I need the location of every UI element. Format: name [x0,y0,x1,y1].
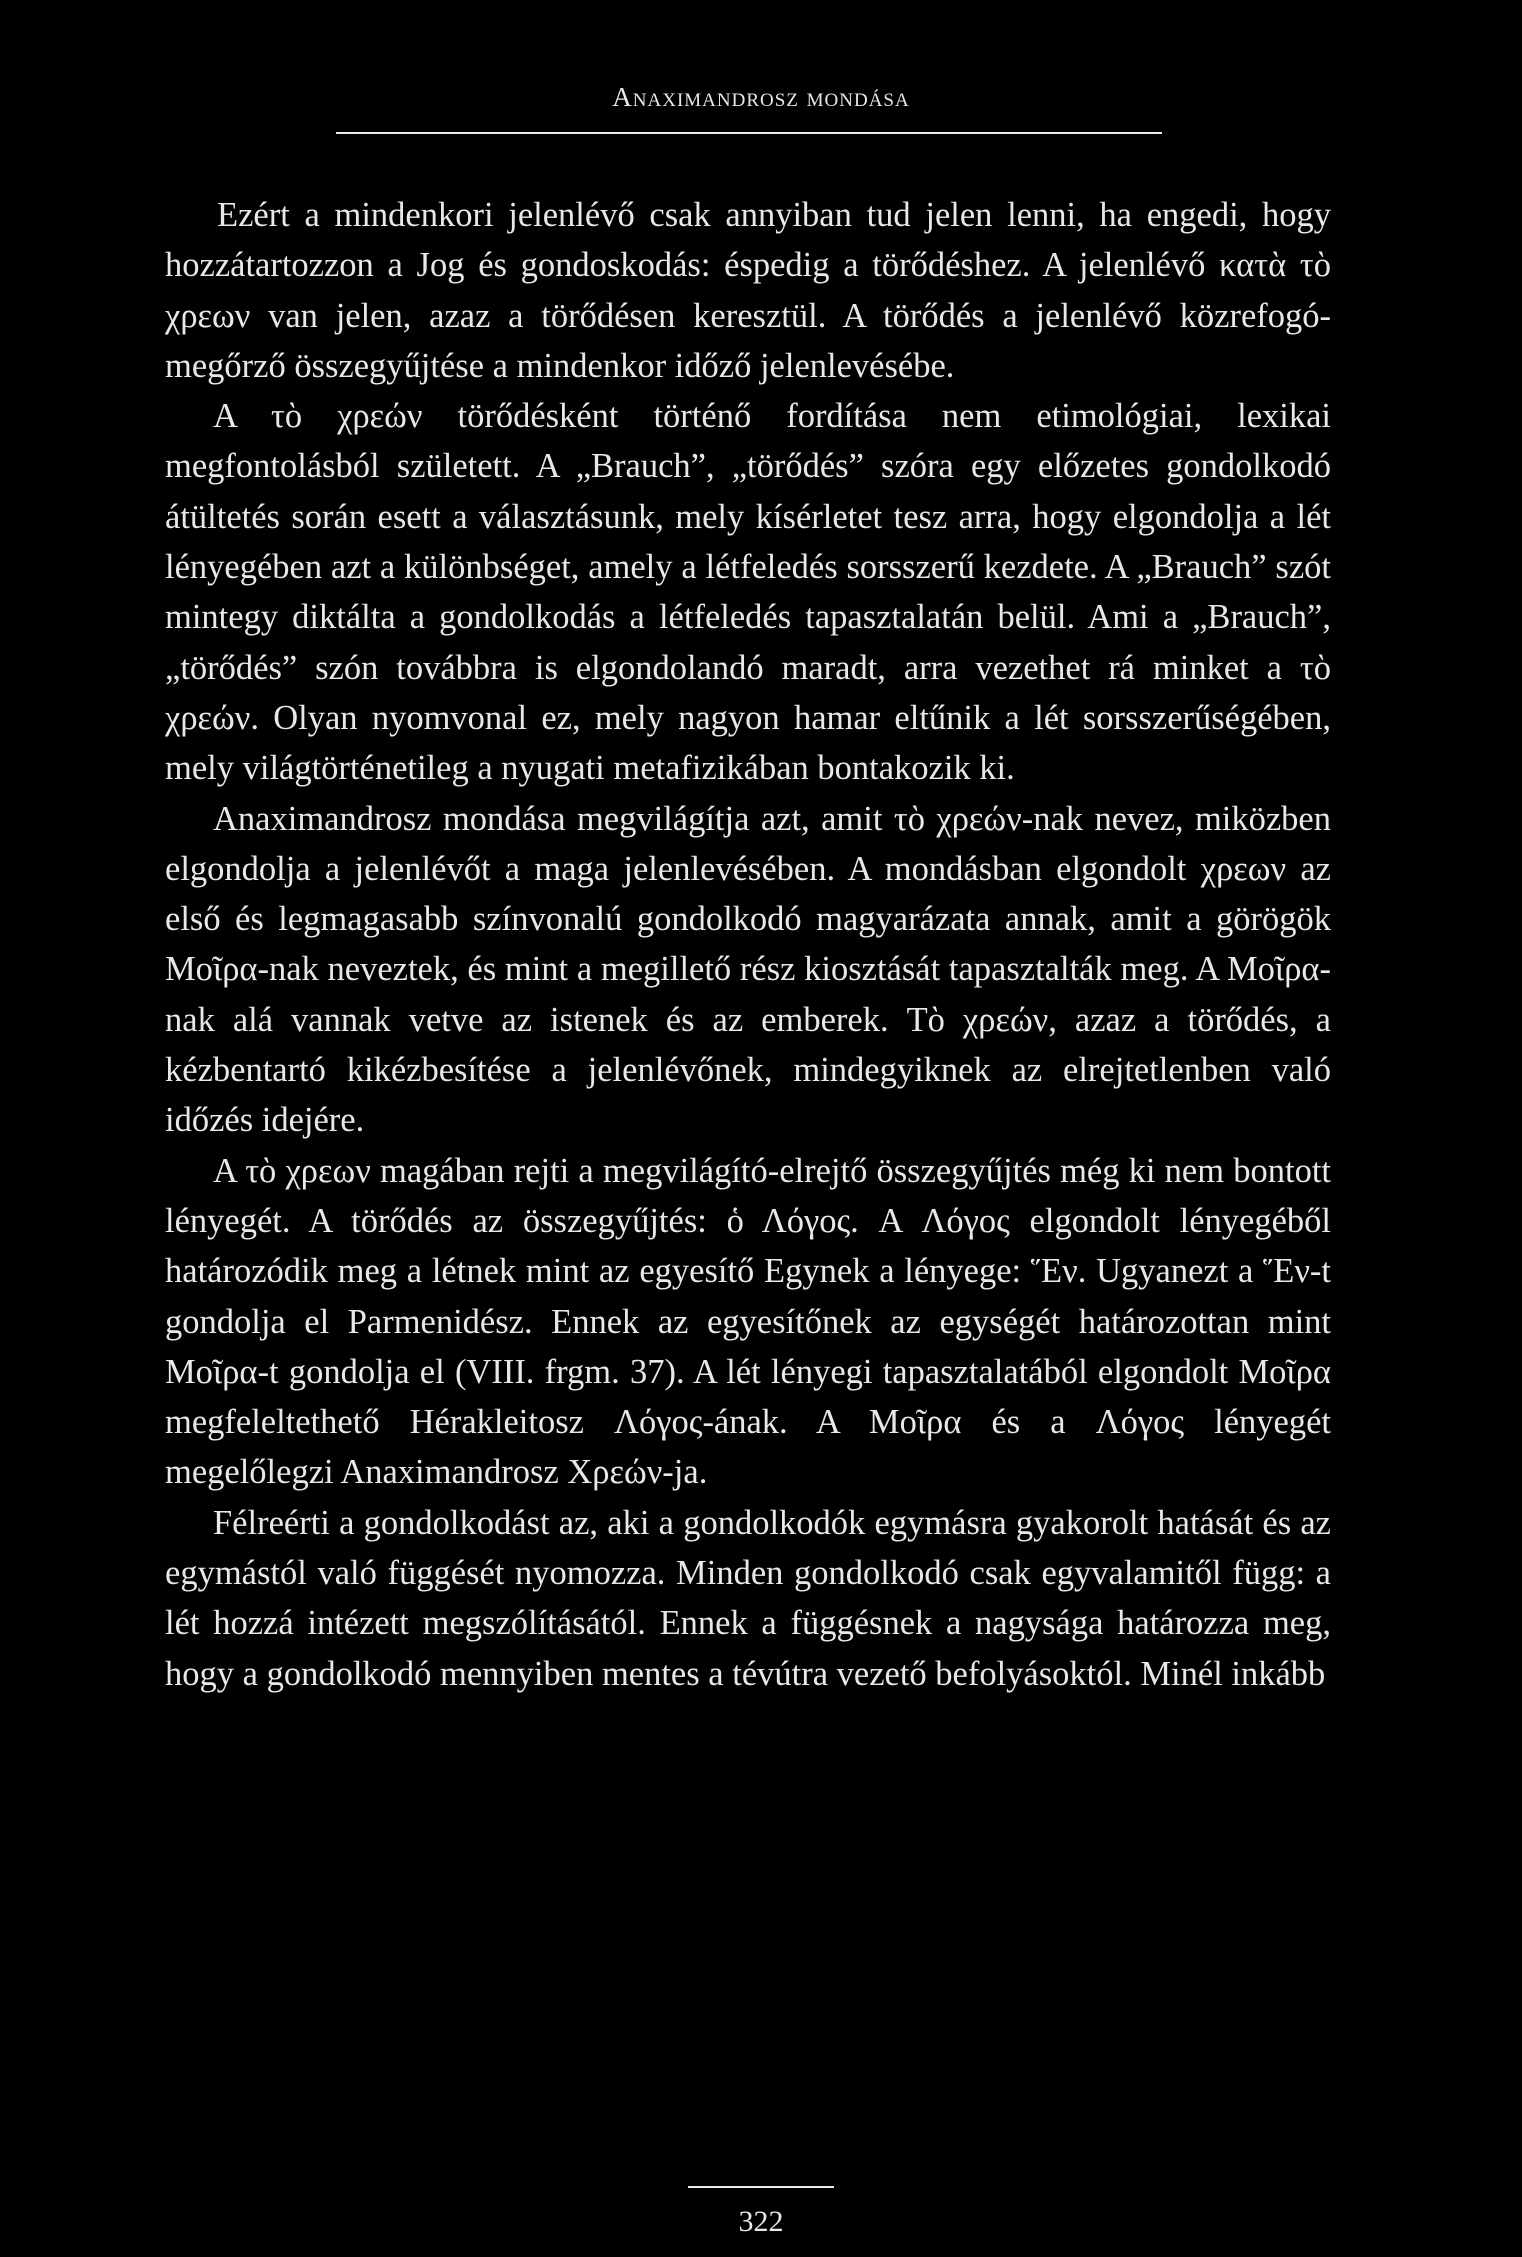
paragraph: Ezért a mindenkori jelenlévő csak annyiban tud jelen lenni, ha engedi, hogy hozzátartozzon a Jog és gondoskodás: éspedig a törődéshez. A jelenlévő κατὰ τὸ χρεων van jelen, azaz a törődésen keresztül. A törődés a jelenlévő közrefogó-megőrző összegyűjtése a mindenkor időző jelenlevésébe. [165,196,1331,385]
running-title: Anaximandrosz mondása [612,82,910,112]
paragraph: A τὸ χρεων magában rejti a megvilágító-elrejtő összegyűjtés még ki nem bontott lényegét. A törődés az összegyűjtés: ὁ Λόγος. A Λόγος elgondolt lényegéből határozódik meg a létnek mint az egyesítő Egynek a lényege: Ἕν. Ugyanezt a Ἕν-t gondolja el Parmenidész. Ennek az egyesítőnek az egységét határozottan mint Μοῖρα-t gondolja el (VIII. frgm. 37). A lét lényegi tapasztalatából elgondolt Μοῖρα megfeleltethető Hérakleitosz Λόγος-ának. A Μοῖρα és a Λόγος lényegét megelőlegzi Anaximandrosz Χρεών-ja. [165,1151,1331,1492]
paragraph: Anaximandrosz mondása megvilágítja azt, amit τὸ χρεών-nak nevez, miközben elgondolja a jelenlévőt a maga jelenlevésében. A mondásban elgondolt χρεων az első és legmagasabb színvonalú gondolkodó magyarázata annak, amit a görögök Μοῖρα-nak neveztek, és mint a megillető rész kiosztását tapasztalták meg. A Μοῖραnak alá vannak vetve az istenek és az emberek. Τὸ χρεών, azaz a törődés, a kézbentartó kikézbesítése a jelenlévőnek, mindegyiknek az elrejtetlenben való időzés idejére. [165,799,1331,1140]
header-rule [336,132,1162,134]
paragraph: A τὸ χρεών törődésként történő fordítása nem etimológiai, lexikai megfontolásból született. A „Brauch”, „törődés” szóra egy előzetes gondolkodó átültetés során esett a választásunk, mely kísérletet tesz arra, hogy elgondolja a lét lényegében azt a különbséget, amely a létfeledés sorsszerű kezdete. A „Brauch” szót mintegy diktálta a gondolkodás a létfeledés tapasztalatán belül. Ami a „Brauch”, „törődés” szón továbbra is elgondolandó maradt, arra vezethet rá minket a τὸ χρεών. Olyan nyomvonal ez, mely nagyon hamar eltűnik a lét sorsszerűségében, mely világtörténetileg a nyugati metafizikában bontakozik ki. [165,397,1331,788]
paragraph: Félreérti a gondolkodást az, aki a gondolkodók egymásra gyakorolt hatását és az egymástól való függését nyomozza. Minden gondolkodó csak egyvalamitől függ: a lét hozzá intézett megszólításától. Ennek a függésnek a nagysága határozza meg, hogy a gondolkodó mennyiben mentes a tévútra vezető befolyásoktól. Minél inkább [165,1503,1331,1693]
footer-rule [688,2186,834,2188]
body-text [165,190,1331,1699]
page-number: 322 [738,2205,784,2238]
